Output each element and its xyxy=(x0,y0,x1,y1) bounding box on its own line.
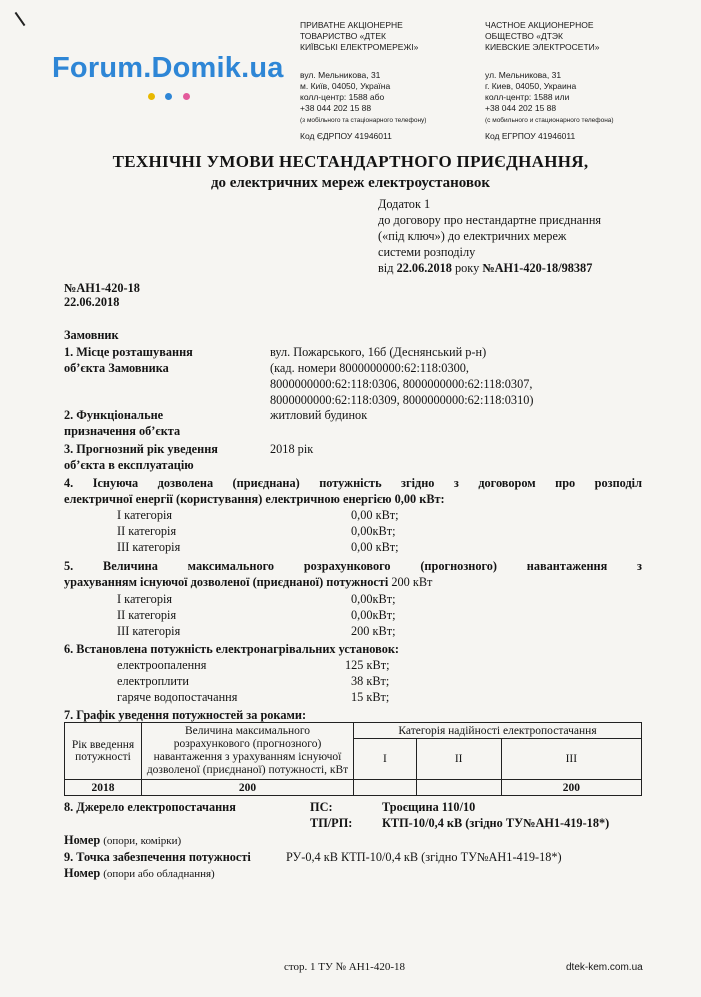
cell-load: 200 xyxy=(142,780,354,796)
forum-watermark: Forum.Domik.ua xyxy=(52,52,284,84)
header-load: Величина максимального розрахункового (прогнозного) навантаження з урахуванням існуючої дозволеної (приєднаної) потужності, кВт xyxy=(142,723,354,780)
header-cat-2: ІІ xyxy=(416,739,501,780)
address-line: +38 044 202 15 88 xyxy=(485,103,557,113)
header-cat-3: ІІІ xyxy=(501,739,641,780)
substation-value: Троєщина 110/10 xyxy=(382,800,476,814)
item7-text: 7. Графік уведення потужностей за роками: xyxy=(64,708,307,722)
appendix-line: Додаток 1 xyxy=(378,197,431,211)
appendix-block xyxy=(378,196,678,276)
cell-year: 2018 xyxy=(65,780,142,796)
address-line: м. Київ, 04050, Україна xyxy=(300,81,391,91)
company-address-ru xyxy=(485,70,660,126)
tp-value: КТП-10/0,4 кВ (згідно ТУ№АН1-419-18*) xyxy=(382,816,610,830)
address-line: ул. Мельникова, 31 xyxy=(485,70,562,80)
address-line: колл-центр: 1588 або xyxy=(300,92,385,102)
item3-value: 2018 рік xyxy=(270,442,314,456)
company-name-line: КИЇВСЬКІ ЕЛЕКТРОМЕРЕЖІ» xyxy=(300,42,419,52)
appendix-line: до договору про нестандартне приєднання xyxy=(378,213,602,227)
address-line: колл-центр: 1588 или xyxy=(485,92,570,102)
pen-mark xyxy=(15,12,26,26)
egrpou-code-ru: Код ЕГРПОУ 41946011 xyxy=(485,131,576,141)
watermark-dot-pink xyxy=(183,93,190,100)
cell-cat-2 xyxy=(416,780,501,796)
power-schedule-table xyxy=(64,722,642,796)
watermark-dot-yellow xyxy=(148,93,155,100)
item8-label: 8. Джерело електропостачання xyxy=(64,800,236,814)
company-name-line: ОБЩЕСТВО «ДТЭК xyxy=(485,31,563,41)
company-name-line: ПРИВАТНЕ АКЦІОНЕРНЕ xyxy=(300,20,403,30)
address-note: (з мобільного та стаціонарного телефону) xyxy=(300,117,427,124)
item5-text: 5. Величина максимального розрахункового (прогнозного) навантаження з урахуванням існуючої дозволеної (приєднаної) потужності 200 кВт xyxy=(64,559,642,589)
cell-cat-3: 200 xyxy=(501,780,641,796)
table-row xyxy=(65,780,642,796)
item6-rows: електроопалення 125 кВт; електроплити 38 кВт; гаряче водопостачання 15 кВт; xyxy=(117,658,390,704)
item8-number: Номер (опори, комірки) xyxy=(64,833,182,847)
company-name-line: КИЕВСКИЕ ЭЛЕКТРОСЕТИ» xyxy=(485,42,600,52)
item9-label: 9. Точка забезпечення потужності xyxy=(64,850,251,864)
address-line: +38 044 202 15 88 xyxy=(300,103,372,113)
item3-label: 3. Прогнозний рік уведення об’єкта в експлуатацію xyxy=(64,442,218,472)
item9-number: Номер (опори або обладнання) xyxy=(64,866,215,880)
item4-categories: І категорія 0,00 кВт; ІІ категорія 0,00кВт; ІІІ категорія 0,00 кВт; xyxy=(117,508,399,554)
edrpou-code-ua: Код ЄДРПОУ 41946011 xyxy=(300,131,392,141)
appendix-line: («під ключ») до електричних мереж xyxy=(378,229,567,243)
item5-categories: І категорія 0,00кВт; ІІ категорія 0,00кВт; ІІІ категорія 200 кВт; xyxy=(117,592,396,638)
doc-number: №АН1-420-18 xyxy=(64,281,140,295)
watermark-dots xyxy=(148,91,194,101)
item9-value: РУ-0,4 кВ КТП-10/0,4 кВ (згідно ТУ№АН1-419-18*) xyxy=(286,850,562,864)
company-header-ua xyxy=(300,20,465,53)
tp-label: ТП/РП: xyxy=(310,816,353,830)
company-name-line: ЧАСТНОЕ АКЦИОНЕРНОЕ xyxy=(485,20,594,30)
site-url: dtek-kem.com.ua xyxy=(566,962,643,973)
appendix-date-line: від 22.06.2018 року №АН1-420-18/98387 xyxy=(378,261,593,275)
watermark-dot-blue xyxy=(165,93,172,100)
item2-value: житловий будинок xyxy=(270,408,368,422)
address-note: (с мобильного и стационарного телефона) xyxy=(485,117,614,124)
address-line: вул. Мельникова, 31 xyxy=(300,70,381,80)
item6-text: 6. Встановлена потужність електронагрівальних установок: xyxy=(64,642,400,656)
customer-label: Замовник xyxy=(64,328,119,342)
document-title: ТЕХНІЧНІ УМОВИ НЕСТАНДАРТНОГО ПРИЄДНАННЯ, xyxy=(112,152,589,171)
cell-cat-1 xyxy=(354,780,417,796)
appendix-line: системи розподілу xyxy=(378,245,476,259)
item1-value: вул. Пожарського, 16б (Деснянський р-н) (кад. номери 8000000000:62:118:0300, 8000000000:62:118:0306, 8000000000:62:118:0307, 8000000000:62:118:0309, 8000000000:62:118:0310) xyxy=(270,345,534,407)
item1-label: 1. Місце розташування об’єкта Замовника xyxy=(64,345,193,375)
item4-text: 4. Існуюча дозволена (приєднана) потужність згідно з договором про розподіл електричної енергії (користування) електричною енергією 0,00 кВт: xyxy=(64,476,642,506)
item2-label: 2. Функціональне призначення об’єкта xyxy=(64,408,181,438)
header-cat-1: І xyxy=(354,739,417,780)
header-category: Категорія надійності електропостачання xyxy=(354,723,642,739)
company-header-ru xyxy=(485,20,650,53)
page-footer: стор. 1 ТУ № АН1-420-18 xyxy=(284,961,406,973)
address-line: г. Киев, 04050, Украина xyxy=(485,81,577,91)
header-year: Рік введення потужності xyxy=(65,723,142,780)
doc-date: 22.06.2018 xyxy=(64,295,120,309)
substation-label: ПС: xyxy=(310,800,333,814)
company-name-line: ТОВАРИСТВО «ДТЕК xyxy=(300,31,386,41)
company-address-ua xyxy=(300,70,470,126)
document-subtitle: до електричних мереж електроустановок xyxy=(210,175,491,191)
